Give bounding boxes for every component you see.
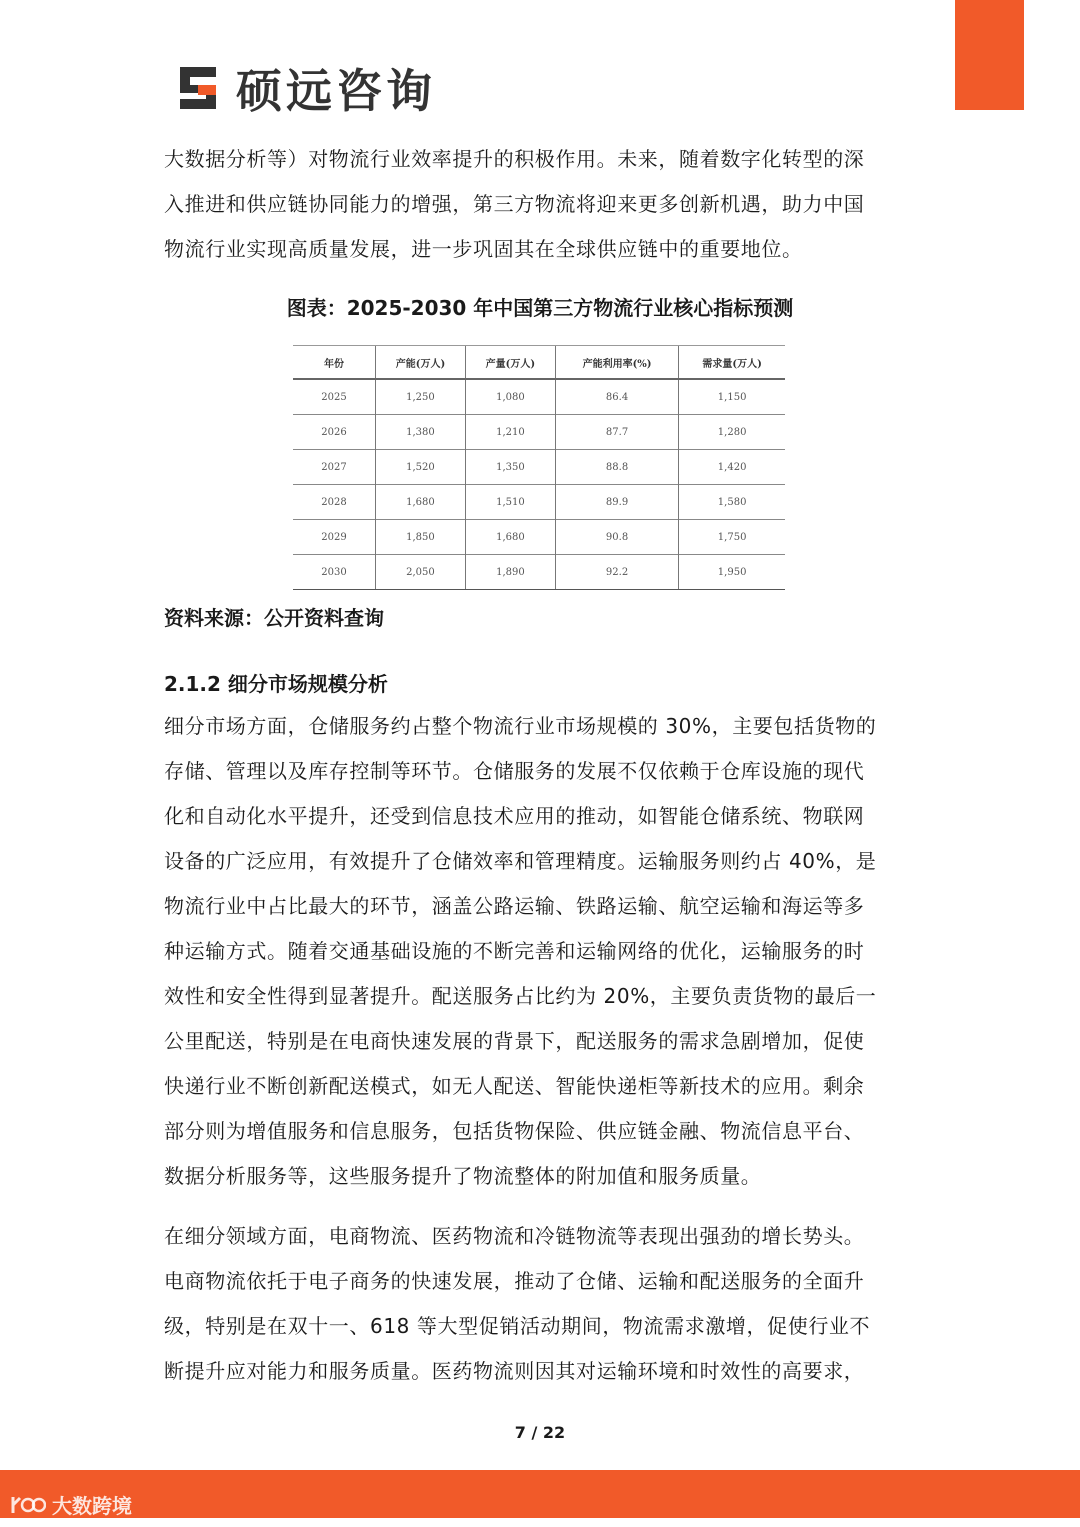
- column-header: 年份: [293, 346, 376, 380]
- forecast-table: [293, 345, 785, 590]
- table-caption: 图表：2025-2030 年中国第三方物流行业核心指标预测: [286, 296, 794, 320]
- body-line: 化和自动化水平提升，还受到信息技术应用的推动，如智能仓储系统、物联网: [164, 804, 865, 828]
- corner-accent-block: [955, 0, 1024, 110]
- body-line: 公里配送，特别是在电商快速发展的背景下，配送服务的需求急剧增加，促使: [164, 1029, 865, 1053]
- table-cell: 1,250: [376, 379, 466, 415]
- table-cell: 1,350: [465, 450, 555, 485]
- table-cell: 1,510: [465, 485, 555, 520]
- table-cell: 1,420: [679, 450, 785, 485]
- table-cell: 2030: [293, 555, 376, 590]
- watermark-logo-icon: [10, 1494, 46, 1516]
- table-cell: 2027: [293, 450, 376, 485]
- table-cell: 1,850: [376, 520, 466, 555]
- table-row: [293, 485, 785, 520]
- body-line: 断提升应对能力和服务质量。医药物流则因其对运输环境和时效性的高要求，: [164, 1359, 865, 1383]
- table-cell: 92.2: [555, 555, 678, 590]
- body-line: 快递行业不断创新配送模式，如无人配送、智能快递柜等新技术的应用。剩余: [164, 1074, 865, 1098]
- table-row: [293, 520, 785, 555]
- table-cell: 1,280: [679, 415, 785, 450]
- body-line: 物流行业中占比最大的环节，涵盖公路运输、铁路运输、航空运输和海运等多: [164, 894, 865, 918]
- forecast-table-container: [293, 345, 785, 590]
- logo-text: 硕远咨询: [236, 64, 436, 118]
- body-paragraph-1: [164, 704, 916, 1199]
- table-cell: 1,680: [376, 485, 466, 520]
- intro-line: 大数据分析等）对物流行业效率提升的积极作用。未来，随着数字化转型的深: [164, 147, 865, 171]
- table-cell: 2029: [293, 520, 376, 555]
- column-header: 产量(万人): [465, 346, 555, 380]
- body-line: 设备的广泛应用，有效提升了仓储效率和管理精度。运输服务则约占 40%，是: [164, 849, 877, 873]
- watermark-text: 大数跨境: [52, 1494, 132, 1518]
- body-line: 细分市场方面，仓储服务约占整个物流行业市场规模的 30%，主要包括货物的: [164, 714, 877, 738]
- body-paragraph-2: [164, 1214, 916, 1394]
- table-cell: 2,050: [376, 555, 466, 590]
- body-line: 电商物流依托于电子商务的快速发展，推动了仓储、运输和配送服务的全面升: [164, 1269, 865, 1293]
- brand-logo: [176, 60, 436, 116]
- intro-line: 入推进和供应链协同能力的增强，第三方物流将迎来更多创新机遇，助力中国: [164, 192, 865, 216]
- table-cell: 1,080: [465, 379, 555, 415]
- body-line: 在细分领域方面，电商物流、医药物流和冷链物流等表现出强劲的增长势头。: [164, 1224, 865, 1248]
- table-cell: 1,950: [679, 555, 785, 590]
- table-header-row: [293, 346, 785, 380]
- table-cell: 87.7: [555, 415, 678, 450]
- table-cell: 1,890: [465, 555, 555, 590]
- body-line: 数据分析服务等，这些服务提升了物流整体的附加值和服务质量。: [164, 1164, 762, 1188]
- table-row: [293, 450, 785, 485]
- table-cell: 1,150: [679, 379, 785, 415]
- column-header: 产能利用率(%): [555, 346, 678, 380]
- column-header: 需求量(万人): [679, 346, 785, 380]
- source-note: 资料来源：公开资料查询: [164, 606, 384, 630]
- table-cell: 1,580: [679, 485, 785, 520]
- table-cell: 1,520: [376, 450, 466, 485]
- table-row: [293, 379, 785, 415]
- table-cell: 1,750: [679, 520, 785, 555]
- table-cell: 86.4: [555, 379, 678, 415]
- page-number: 7 / 22: [514, 1423, 566, 1442]
- section-heading: 2.1.2 细分市场规模分析: [164, 672, 388, 696]
- table-cell: 2028: [293, 485, 376, 520]
- table-cell: 1,210: [465, 415, 555, 450]
- table-row: [293, 555, 785, 590]
- table-cell: 90.8: [555, 520, 678, 555]
- table-cell: 1,680: [465, 520, 555, 555]
- table-cell: 89.9: [555, 485, 678, 520]
- body-line: 部分则为增值服务和信息服务，包括货物保险、供应链金融、物流信息平台、: [164, 1119, 865, 1143]
- table-cell: 2025: [293, 379, 376, 415]
- footer-bar: [0, 1470, 1080, 1527]
- body-line: 级，特别是在双十一、618 等大型促销活动期间，物流需求激增，促使行业不: [164, 1314, 871, 1338]
- table-cell: 2026: [293, 415, 376, 450]
- watermark: [10, 1490, 132, 1519]
- table-cell: 88.8: [555, 450, 678, 485]
- body-line: 种运输方式。随着交通基础设施的不断完善和运输网络的优化，运输服务的时: [164, 939, 865, 963]
- table-cell: 1,380: [376, 415, 466, 450]
- intro-line: 物流行业实现高质量发展，进一步巩固其在全球供应链中的重要地位。: [164, 237, 803, 261]
- body-line: 存储、管理以及库存控制等环节。仓储服务的发展不仅依赖于仓库设施的现代: [164, 759, 865, 783]
- intro-paragraph: [164, 137, 916, 272]
- column-header: 产能(万人): [376, 346, 466, 380]
- logo-mark-icon: [176, 63, 226, 113]
- table-row: [293, 415, 785, 450]
- body-line: 效性和安全性得到显著提升。配送服务占比约为 20%，主要负责货物的最后一: [164, 984, 877, 1008]
